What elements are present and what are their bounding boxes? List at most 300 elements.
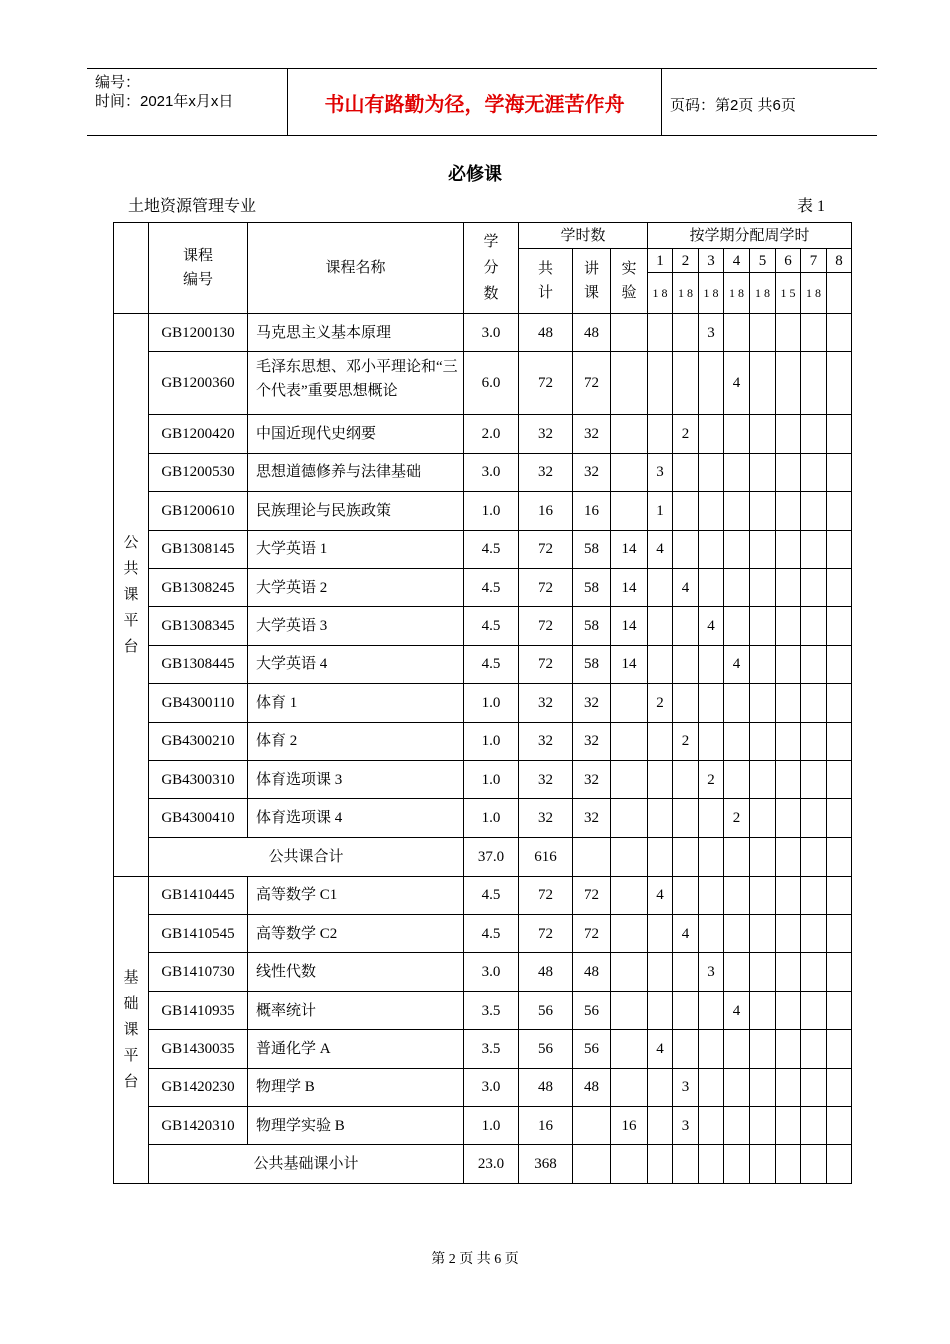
semester-weekly-hours bbox=[827, 568, 852, 606]
semester-weekly-hours bbox=[673, 760, 699, 798]
semester-weekly-hours bbox=[801, 722, 827, 760]
semester-weekly-hours bbox=[648, 915, 673, 953]
header-bottom-rule bbox=[87, 135, 877, 136]
table-row bbox=[114, 645, 852, 683]
semester-weekly-hours bbox=[776, 568, 801, 606]
course-code: GB1200420 bbox=[149, 415, 248, 453]
course-code: GB4300210 bbox=[149, 722, 248, 760]
course-name: 概率统计 bbox=[248, 991, 464, 1029]
semester-weekly-hours: 3 bbox=[673, 1068, 699, 1106]
course-credit: 4.5 bbox=[464, 645, 519, 683]
semester-weekly-hours bbox=[827, 876, 852, 914]
semester-weekly-hours bbox=[648, 568, 673, 606]
section-label-char: 课 bbox=[123, 1022, 139, 1039]
semester-weekly-hours bbox=[750, 953, 776, 991]
subtotal-empty-cell bbox=[611, 1145, 648, 1184]
semester-weekly-hours bbox=[724, 876, 750, 914]
semester-weekly-hours bbox=[801, 314, 827, 352]
semester-weekly-hours bbox=[776, 722, 801, 760]
subtotal-credit: 37.0 bbox=[464, 837, 519, 876]
semester-weekly-hours bbox=[699, 722, 724, 760]
course-code: GB1200130 bbox=[149, 314, 248, 352]
subtotal-hours: 368 bbox=[519, 1145, 573, 1184]
semester-weeks: 1 8 bbox=[673, 273, 699, 314]
course-credit: 1.0 bbox=[464, 799, 519, 837]
table-row bbox=[114, 876, 852, 914]
table-row bbox=[114, 915, 852, 953]
semester-weekly-hours bbox=[750, 684, 776, 722]
course-credit: 3.0 bbox=[464, 453, 519, 491]
semester-weekly-hours bbox=[699, 352, 724, 415]
doc-time-label: 时间：2021年x月x日 bbox=[95, 93, 234, 110]
table-row bbox=[114, 799, 852, 837]
course-code: GB1420230 bbox=[149, 1068, 248, 1106]
semester-weekly-hours bbox=[801, 953, 827, 991]
semester-weekly-hours bbox=[801, 991, 827, 1029]
course-hours-lecture: 58 bbox=[573, 568, 611, 606]
semester-weekly-hours: 1 bbox=[648, 492, 673, 530]
course-name: 高等数学 C2 bbox=[248, 915, 464, 953]
course-code: GB1308245 bbox=[149, 568, 248, 606]
course-name: 大学英语 1 bbox=[248, 530, 464, 568]
table-row bbox=[114, 684, 852, 722]
semester-weekly-hours bbox=[776, 1030, 801, 1068]
semester-weekly-hours bbox=[776, 684, 801, 722]
course-code: GB1308145 bbox=[149, 530, 248, 568]
subtotal-empty-cell bbox=[648, 1145, 673, 1184]
semester-weekly-hours bbox=[724, 492, 750, 530]
section-label-char: 课 bbox=[123, 586, 139, 603]
course-code: GB4300110 bbox=[149, 684, 248, 722]
course-hours-total: 72 bbox=[519, 876, 573, 914]
subtotal-empty-cell bbox=[801, 837, 827, 876]
semester-weekly-hours bbox=[750, 915, 776, 953]
semester-weekly-hours bbox=[673, 352, 699, 415]
course-hours-lecture: 58 bbox=[573, 645, 611, 683]
course-hours-lab bbox=[611, 314, 648, 352]
semester-weekly-hours bbox=[776, 314, 801, 352]
table-row bbox=[114, 530, 852, 568]
semester-weekly-hours bbox=[724, 530, 750, 568]
course-hours-lecture: 56 bbox=[573, 1030, 611, 1068]
course-hours-lab: 14 bbox=[611, 568, 648, 606]
col-header-code-line2: 编号 bbox=[182, 272, 213, 288]
course-hours-total: 72 bbox=[519, 915, 573, 953]
semester-header: 4 bbox=[724, 249, 750, 273]
semester-weekly-hours bbox=[724, 1107, 750, 1145]
course-hours-lecture: 32 bbox=[573, 684, 611, 722]
semester-weekly-hours: 3 bbox=[648, 453, 673, 491]
semester-weeks: 1 8 bbox=[750, 273, 776, 314]
semester-weekly-hours bbox=[724, 314, 750, 352]
course-hours-total: 72 bbox=[519, 352, 573, 415]
semester-weekly-hours bbox=[801, 415, 827, 453]
col-header-credit-l2: 分 bbox=[483, 260, 499, 276]
course-hours-total: 32 bbox=[519, 453, 573, 491]
course-hours-lecture: 72 bbox=[573, 915, 611, 953]
semester-weekly-hours bbox=[750, 607, 776, 645]
semester-weekly-hours: 4 bbox=[673, 915, 699, 953]
col-header-lab-l2: 验 bbox=[621, 285, 637, 301]
semester-header: 3 bbox=[699, 249, 724, 273]
subtotal-label: 公共课合计 bbox=[149, 837, 464, 876]
col-header-total-l1: 共 bbox=[537, 261, 553, 277]
course-hours-total: 56 bbox=[519, 991, 573, 1029]
semester-weekly-hours bbox=[699, 684, 724, 722]
semester-weekly-hours bbox=[699, 1068, 724, 1106]
col-header-code-line1: 课程 bbox=[182, 248, 213, 264]
course-name: 体育 1 bbox=[248, 684, 464, 722]
course-credit: 4.5 bbox=[464, 915, 519, 953]
course-hours-total: 16 bbox=[519, 492, 573, 530]
course-hours-total: 72 bbox=[519, 568, 573, 606]
course-name: 大学英语 2 bbox=[248, 568, 464, 606]
semester-weeks: 1 8 bbox=[648, 273, 673, 314]
semester-weekly-hours bbox=[673, 799, 699, 837]
semester-weekly-hours bbox=[648, 991, 673, 1029]
semester-weekly-hours: 4 bbox=[699, 607, 724, 645]
table-header-row-1 bbox=[114, 223, 852, 249]
semester-weeks: 1 8 bbox=[724, 273, 750, 314]
semester-weekly-hours bbox=[673, 953, 699, 991]
section-label-char: 础 bbox=[123, 996, 139, 1013]
semester-weekly-hours: 2 bbox=[673, 722, 699, 760]
semester-weekly-hours bbox=[673, 314, 699, 352]
semester-weekly-hours bbox=[750, 760, 776, 798]
col-header-code bbox=[149, 223, 248, 314]
course-hours-lecture: 32 bbox=[573, 799, 611, 837]
subtotal-empty-cell bbox=[673, 1145, 699, 1184]
subtotal-empty-cell bbox=[776, 837, 801, 876]
course-hours-total: 32 bbox=[519, 415, 573, 453]
course-hours-lecture: 16 bbox=[573, 492, 611, 530]
table-row bbox=[114, 607, 852, 645]
subtotal-empty-cell bbox=[673, 837, 699, 876]
semester-weekly-hours bbox=[750, 991, 776, 1029]
semester-weekly-hours bbox=[827, 799, 852, 837]
semester-weekly-hours bbox=[648, 953, 673, 991]
course-name-text: 毛泽东思想、邓小平理论和“三个代表”重要思想概论 bbox=[256, 359, 458, 400]
course-name: 体育 2 bbox=[248, 722, 464, 760]
course-name: 体育选项课 4 bbox=[248, 799, 464, 837]
semester-header: 7 bbox=[801, 249, 827, 273]
section-label-char: 台 bbox=[123, 1074, 139, 1091]
course-hours-lecture: 56 bbox=[573, 991, 611, 1029]
semester-weekly-hours bbox=[776, 607, 801, 645]
semester-weekly-hours bbox=[827, 1107, 852, 1145]
course-credit: 3.5 bbox=[464, 991, 519, 1029]
col-header-total-l2: 计 bbox=[537, 285, 553, 301]
course-credit: 3.5 bbox=[464, 1030, 519, 1068]
table-row bbox=[114, 568, 852, 606]
subtotal-empty-cell bbox=[724, 1145, 750, 1184]
semester-weekly-hours bbox=[648, 314, 673, 352]
semester-weekly-hours: 2 bbox=[699, 760, 724, 798]
semester-weekly-hours bbox=[724, 722, 750, 760]
subtotal-label: 公共基础课小计 bbox=[149, 1145, 464, 1184]
course-hours-lab: 16 bbox=[611, 1107, 648, 1145]
semester-weekly-hours bbox=[699, 991, 724, 1029]
semester-weekly-hours bbox=[776, 645, 801, 683]
course-hours-lab bbox=[611, 722, 648, 760]
semester-weekly-hours bbox=[750, 799, 776, 837]
course-credit: 1.0 bbox=[464, 684, 519, 722]
subtotal-empty-cell bbox=[573, 837, 611, 876]
course-hours-lab bbox=[611, 1068, 648, 1106]
semester-weekly-hours: 2 bbox=[648, 684, 673, 722]
semester-weekly-hours bbox=[827, 645, 852, 683]
semester-weekly-hours bbox=[801, 915, 827, 953]
semester-weekly-hours bbox=[750, 1068, 776, 1106]
course-code: GB1420310 bbox=[149, 1107, 248, 1145]
course-hours-total: 32 bbox=[519, 684, 573, 722]
course-hours-lab bbox=[611, 1030, 648, 1068]
course-name: 物理学 B bbox=[248, 1068, 464, 1106]
section-label-char: 公 bbox=[123, 534, 139, 551]
course-hours-lab bbox=[611, 953, 648, 991]
semester-weekly-hours bbox=[750, 415, 776, 453]
course-hours-lab bbox=[611, 415, 648, 453]
doc-number-label: 编号： bbox=[95, 74, 141, 91]
semester-weekly-hours bbox=[776, 915, 801, 953]
course-credit: 4.5 bbox=[464, 530, 519, 568]
course-hours-total: 72 bbox=[519, 607, 573, 645]
semester-weekly-hours bbox=[673, 876, 699, 914]
course-hours-total: 48 bbox=[519, 953, 573, 991]
semester-weekly-hours bbox=[776, 530, 801, 568]
semester-weekly-hours: 2 bbox=[724, 799, 750, 837]
page-footer: 第 2 页 共 6 页 bbox=[431, 1252, 519, 1267]
course-hours-total: 32 bbox=[519, 760, 573, 798]
semester-weeks: 1 8 bbox=[801, 273, 827, 314]
semester-weekly-hours bbox=[699, 453, 724, 491]
semester-weekly-hours bbox=[801, 492, 827, 530]
course-hours-lab: 14 bbox=[611, 645, 648, 683]
course-name: 大学英语 3 bbox=[248, 607, 464, 645]
course-hours-total: 56 bbox=[519, 1030, 573, 1068]
semester-weekly-hours bbox=[699, 492, 724, 530]
semester-weekly-hours bbox=[827, 1030, 852, 1068]
semester-weekly-hours: 4 bbox=[648, 530, 673, 568]
semester-weekly-hours bbox=[750, 453, 776, 491]
course-hours-lab bbox=[611, 915, 648, 953]
semester-weekly-hours: 2 bbox=[673, 415, 699, 453]
subtotal-row bbox=[114, 837, 852, 876]
semester-weekly-hours bbox=[750, 1030, 776, 1068]
semester-weekly-hours bbox=[776, 991, 801, 1029]
subtotal-empty-cell bbox=[573, 1145, 611, 1184]
semester-weekly-hours bbox=[776, 1107, 801, 1145]
semester-weekly-hours bbox=[776, 492, 801, 530]
semester-weekly-hours bbox=[750, 492, 776, 530]
course-code: GB1410545 bbox=[149, 915, 248, 953]
semester-weekly-hours bbox=[827, 314, 852, 352]
course-hours-lecture bbox=[573, 1107, 611, 1145]
course-hours-lecture: 48 bbox=[573, 1068, 611, 1106]
course-hours-lab bbox=[611, 492, 648, 530]
semester-weekly-hours bbox=[673, 645, 699, 683]
course-hours-lab bbox=[611, 352, 648, 415]
section-label bbox=[114, 314, 149, 877]
course-name: 民族理论与民族政策 bbox=[248, 492, 464, 530]
course-credit: 1.0 bbox=[464, 722, 519, 760]
course-hours-lab bbox=[611, 453, 648, 491]
course-credit: 4.5 bbox=[464, 568, 519, 606]
course-name bbox=[248, 352, 464, 415]
semester-weekly-hours bbox=[648, 607, 673, 645]
semester-weekly-hours bbox=[827, 607, 852, 645]
semester-weekly-hours bbox=[801, 607, 827, 645]
semester-weekly-hours bbox=[648, 799, 673, 837]
semester-weeks: 1 5 bbox=[776, 273, 801, 314]
course-table bbox=[113, 222, 852, 1184]
course-hours-lecture: 32 bbox=[573, 415, 611, 453]
col-header-hours: 学时数 bbox=[519, 223, 648, 249]
page-info: 页码：第2页 共6页 bbox=[670, 97, 796, 114]
semester-weekly-hours bbox=[801, 530, 827, 568]
subtotal-empty-cell bbox=[699, 1145, 724, 1184]
table-row bbox=[114, 492, 852, 530]
subtotal-hours: 616 bbox=[519, 837, 573, 876]
col-header-lecture bbox=[573, 249, 611, 314]
semester-weekly-hours bbox=[699, 1107, 724, 1145]
semester-header: 6 bbox=[776, 249, 801, 273]
semester-weeks: 1 8 bbox=[699, 273, 724, 314]
course-credit: 3.0 bbox=[464, 1068, 519, 1106]
subtotal-empty-cell bbox=[827, 1145, 852, 1184]
semester-weekly-hours bbox=[801, 1068, 827, 1106]
semester-weekly-hours bbox=[699, 915, 724, 953]
course-name: 高等数学 C1 bbox=[248, 876, 464, 914]
col-header-credit-l1: 学 bbox=[483, 234, 499, 250]
course-hours-lecture: 58 bbox=[573, 530, 611, 568]
semester-weekly-hours bbox=[827, 760, 852, 798]
semester-weekly-hours bbox=[724, 1030, 750, 1068]
course-code: GB4300310 bbox=[149, 760, 248, 798]
semester-weekly-hours: 4 bbox=[648, 1030, 673, 1068]
course-hours-lab: 14 bbox=[611, 530, 648, 568]
semester-weekly-hours bbox=[776, 415, 801, 453]
header-motto: 书山有路勤为径，学海无涯苦作舟 bbox=[324, 92, 625, 116]
col-header-lecture-l2: 课 bbox=[583, 285, 599, 301]
semester-weekly-hours bbox=[699, 799, 724, 837]
semester-weekly-hours bbox=[776, 760, 801, 798]
col-header-total bbox=[519, 249, 573, 314]
major-name: 土地资源管理专业 bbox=[128, 198, 257, 215]
subtotal-credit: 23.0 bbox=[464, 1145, 519, 1184]
course-code: GB1308445 bbox=[149, 645, 248, 683]
semester-weekly-hours bbox=[724, 607, 750, 645]
course-code: GB1410935 bbox=[149, 991, 248, 1029]
semester-weekly-hours bbox=[648, 415, 673, 453]
semester-weekly-hours bbox=[648, 352, 673, 415]
table-row bbox=[114, 760, 852, 798]
header-top-rule bbox=[87, 68, 877, 69]
semester-weekly-hours: 4 bbox=[724, 991, 750, 1029]
section-label bbox=[114, 876, 149, 1184]
course-hours-lecture: 72 bbox=[573, 876, 611, 914]
course-code: GB1430035 bbox=[149, 1030, 248, 1068]
semester-weekly-hours bbox=[827, 991, 852, 1029]
semester-weekly-hours bbox=[776, 953, 801, 991]
page-title: 必修课 bbox=[448, 164, 502, 185]
subtotal-empty-cell bbox=[750, 837, 776, 876]
course-hours-lab bbox=[611, 684, 648, 722]
course-name: 普通化学 A bbox=[248, 1030, 464, 1068]
semester-weekly-hours: 3 bbox=[699, 953, 724, 991]
semester-weekly-hours bbox=[801, 1030, 827, 1068]
semester-weekly-hours bbox=[648, 645, 673, 683]
semester-weekly-hours bbox=[724, 568, 750, 606]
semester-weekly-hours bbox=[827, 1068, 852, 1106]
semester-weekly-hours bbox=[801, 645, 827, 683]
semester-weekly-hours bbox=[827, 684, 852, 722]
semester-weekly-hours bbox=[648, 1068, 673, 1106]
semester-weekly-hours bbox=[827, 953, 852, 991]
table-row bbox=[114, 991, 852, 1029]
course-hours-total: 32 bbox=[519, 722, 573, 760]
table-row bbox=[114, 453, 852, 491]
course-credit: 3.0 bbox=[464, 314, 519, 352]
course-code: GB4300410 bbox=[149, 799, 248, 837]
semester-weekly-hours bbox=[750, 568, 776, 606]
semester-weekly-hours bbox=[673, 1030, 699, 1068]
course-hours-lab bbox=[611, 876, 648, 914]
table-row bbox=[114, 953, 852, 991]
semester-weekly-hours bbox=[648, 1107, 673, 1145]
semester-weekly-hours bbox=[699, 876, 724, 914]
subtotal-empty-cell bbox=[611, 837, 648, 876]
semester-weekly-hours bbox=[673, 492, 699, 530]
course-name: 中国近现代史纲要 bbox=[248, 415, 464, 453]
course-code: GB1200360 bbox=[149, 352, 248, 415]
subtotal-row bbox=[114, 1145, 852, 1184]
subtotal-empty-cell bbox=[827, 837, 852, 876]
semester-weekly-hours bbox=[801, 1107, 827, 1145]
table-number: 表 1 bbox=[797, 198, 826, 215]
semester-weekly-hours bbox=[724, 760, 750, 798]
table-row bbox=[114, 1107, 852, 1145]
semester-weekly-hours bbox=[724, 953, 750, 991]
course-hours-lecture: 48 bbox=[573, 314, 611, 352]
course-name: 思想道德修养与法律基础 bbox=[248, 453, 464, 491]
semester-weekly-hours bbox=[724, 915, 750, 953]
col-header-lab-l1: 实 bbox=[621, 261, 637, 277]
subtotal-empty-cell bbox=[648, 837, 673, 876]
course-name: 线性代数 bbox=[248, 953, 464, 991]
section-label-char: 基 bbox=[123, 970, 139, 987]
course-hours-total: 16 bbox=[519, 1107, 573, 1145]
section-label-char: 平 bbox=[123, 612, 139, 629]
col-header-lab bbox=[611, 249, 648, 314]
course-name: 大学英语 4 bbox=[248, 645, 464, 683]
semester-weekly-hours: 3 bbox=[699, 314, 724, 352]
course-name: 体育选项课 3 bbox=[248, 760, 464, 798]
semester-header: 5 bbox=[750, 249, 776, 273]
course-hours-total: 48 bbox=[519, 1068, 573, 1106]
semester-weekly-hours bbox=[750, 1107, 776, 1145]
course-credit: 1.0 bbox=[464, 1107, 519, 1145]
course-credit: 3.0 bbox=[464, 953, 519, 991]
section-label-char: 平 bbox=[123, 1048, 139, 1065]
semester-weekly-hours bbox=[750, 352, 776, 415]
semester-weekly-hours bbox=[801, 799, 827, 837]
semester-weekly-hours bbox=[827, 915, 852, 953]
course-code: GB1200610 bbox=[149, 492, 248, 530]
subtotal-empty-cell bbox=[801, 1145, 827, 1184]
col-header-lecture-l1: 讲 bbox=[583, 261, 599, 277]
course-hours-lecture: 48 bbox=[573, 953, 611, 991]
